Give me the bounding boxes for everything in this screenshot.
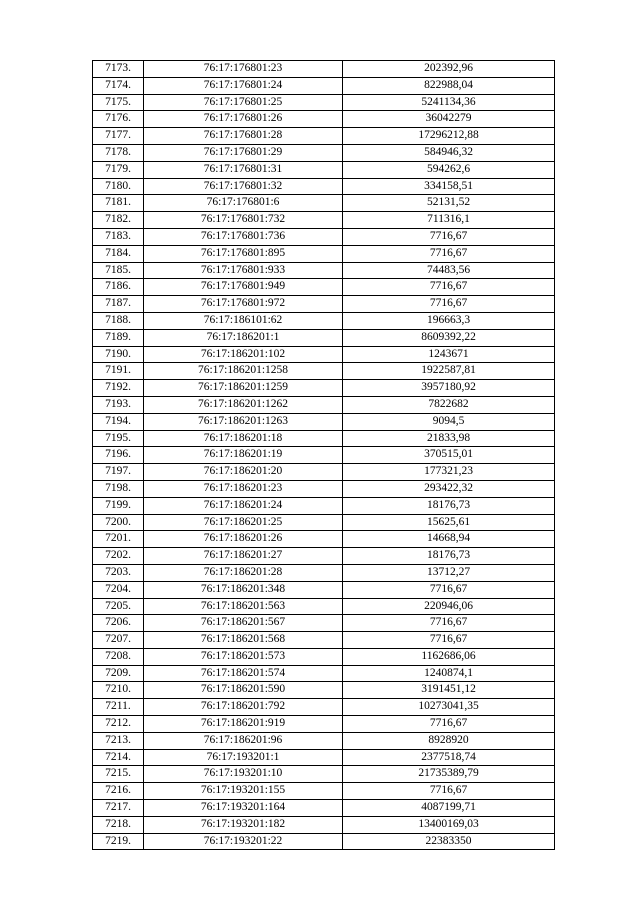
row-number-cell: 7213. <box>93 732 144 749</box>
value-cell: 196663,3 <box>343 312 555 329</box>
table-row <box>93 111 555 128</box>
row-number-cell: 7180. <box>93 178 144 195</box>
row-number-cell: 7185. <box>93 262 144 279</box>
value-cell: 14668,94 <box>343 531 555 548</box>
value-cell: 18176,73 <box>343 497 555 514</box>
row-number-cell: 7216. <box>93 783 144 800</box>
cadastral-number-cell: 76:17:186201:567 <box>144 615 343 632</box>
table-row <box>93 632 555 649</box>
cadastral-number-cell: 76:17:193201:155 <box>144 783 343 800</box>
value-cell: 177321,23 <box>343 464 555 481</box>
value-cell: 1162686,06 <box>343 648 555 665</box>
value-cell: 22383350 <box>343 833 555 850</box>
cadastral-number-cell: 76:17:193201:10 <box>144 766 343 783</box>
value-cell: 8928920 <box>343 732 555 749</box>
table-row <box>93 178 555 195</box>
value-cell: 202392,96 <box>343 61 555 78</box>
cadastral-number-cell: 76:17:186201:590 <box>144 682 343 699</box>
row-number-cell: 7182. <box>93 212 144 229</box>
table-row <box>93 598 555 615</box>
table-row <box>93 61 555 78</box>
value-cell: 17296212,88 <box>343 128 555 145</box>
row-number-cell: 7181. <box>93 195 144 212</box>
table-row <box>93 346 555 363</box>
cadastral-number-cell: 76:17:186201:24 <box>144 497 343 514</box>
value-cell: 220946,06 <box>343 598 555 615</box>
value-cell: 9094,5 <box>343 413 555 430</box>
table-row <box>93 212 555 229</box>
table-row <box>93 749 555 766</box>
value-cell: 13400169,03 <box>343 816 555 833</box>
table-row <box>93 581 555 598</box>
table-row <box>93 699 555 716</box>
cadastral-number-cell: 76:17:176801:736 <box>144 228 343 245</box>
row-number-cell: 7209. <box>93 665 144 682</box>
value-cell: 52131,52 <box>343 195 555 212</box>
cadastral-number-cell: 76:17:186201:23 <box>144 480 343 497</box>
table-row <box>93 816 555 833</box>
cadastral-number-cell: 76:17:176801:6 <box>144 195 343 212</box>
value-cell: 3191451,12 <box>343 682 555 699</box>
row-number-cell: 7207. <box>93 632 144 649</box>
row-number-cell: 7183. <box>93 228 144 245</box>
value-cell: 2377518,74 <box>343 749 555 766</box>
cadastral-number-cell: 76:17:176801:732 <box>144 212 343 229</box>
table-row <box>93 783 555 800</box>
cadastral-number-cell: 76:17:186101:62 <box>144 312 343 329</box>
value-cell: 7716,67 <box>343 245 555 262</box>
row-number-cell: 7205. <box>93 598 144 615</box>
cadastral-number-cell: 76:17:186201:28 <box>144 564 343 581</box>
row-number-cell: 7201. <box>93 531 144 548</box>
row-number-cell: 7197. <box>93 464 144 481</box>
value-cell: 711316,1 <box>343 212 555 229</box>
value-cell: 7716,67 <box>343 615 555 632</box>
cadastral-number-cell: 76:17:186201:19 <box>144 447 343 464</box>
row-number-cell: 7190. <box>93 346 144 363</box>
table-row <box>93 312 555 329</box>
cadastral-number-cell: 76:17:186201:1 <box>144 329 343 346</box>
row-number-cell: 7174. <box>93 77 144 94</box>
row-number-cell: 7191. <box>93 363 144 380</box>
cadastral-number-cell: 76:17:176801:23 <box>144 61 343 78</box>
row-number-cell: 7177. <box>93 128 144 145</box>
table-row <box>93 548 555 565</box>
row-number-cell: 7193. <box>93 396 144 413</box>
value-cell: 7716,67 <box>343 632 555 649</box>
table-row <box>93 514 555 531</box>
table-row <box>93 430 555 447</box>
value-cell: 1922587,81 <box>343 363 555 380</box>
cadastral-number-cell: 76:17:186201:1263 <box>144 413 343 430</box>
cadastral-number-cell: 76:17:186201:18 <box>144 430 343 447</box>
row-number-cell: 7211. <box>93 699 144 716</box>
cadastral-number-cell: 76:17:193201:22 <box>144 833 343 850</box>
table-row <box>93 665 555 682</box>
cadastral-number-cell: 76:17:193201:1 <box>144 749 343 766</box>
table-row <box>93 262 555 279</box>
row-number-cell: 7188. <box>93 312 144 329</box>
cadastral-number-cell: 76:17:186201:26 <box>144 531 343 548</box>
row-number-cell: 7189. <box>93 329 144 346</box>
cadastral-number-cell: 76:17:176801:949 <box>144 279 343 296</box>
table-row <box>93 615 555 632</box>
table-row <box>93 363 555 380</box>
value-cell: 4087199,71 <box>343 800 555 817</box>
value-cell: 7716,67 <box>343 581 555 598</box>
cadastral-number-cell: 76:17:186201:573 <box>144 648 343 665</box>
row-number-cell: 7219. <box>93 833 144 850</box>
cadastral-number-cell: 76:17:176801:24 <box>144 77 343 94</box>
table-row <box>93 279 555 296</box>
cadastral-number-cell: 76:17:186201:574 <box>144 665 343 682</box>
table-row <box>93 766 555 783</box>
value-cell: 21833,98 <box>343 430 555 447</box>
value-cell: 7716,67 <box>343 228 555 245</box>
table-row <box>93 413 555 430</box>
cadastral-number-cell: 76:17:176801:933 <box>144 262 343 279</box>
table-body <box>93 61 555 850</box>
row-number-cell: 7199. <box>93 497 144 514</box>
cadastral-number-cell: 76:17:176801:32 <box>144 178 343 195</box>
cadastral-number-cell: 76:17:176801:26 <box>144 111 343 128</box>
value-cell: 822988,04 <box>343 77 555 94</box>
cadastral-value-table <box>92 60 555 850</box>
table-row <box>93 228 555 245</box>
row-number-cell: 7194. <box>93 413 144 430</box>
cadastral-number-cell: 76:17:193201:182 <box>144 816 343 833</box>
row-number-cell: 7217. <box>93 800 144 817</box>
row-number-cell: 7175. <box>93 94 144 111</box>
cadastral-number-cell: 76:17:186201:1262 <box>144 396 343 413</box>
cadastral-number-cell: 76:17:176801:972 <box>144 296 343 313</box>
value-cell: 1243671 <box>343 346 555 363</box>
row-number-cell: 7184. <box>93 245 144 262</box>
table-row <box>93 682 555 699</box>
table-row <box>93 195 555 212</box>
cadastral-number-cell: 76:17:176801:31 <box>144 161 343 178</box>
row-number-cell: 7206. <box>93 615 144 632</box>
cadastral-number-cell: 76:17:186201:348 <box>144 581 343 598</box>
cadastral-number-cell: 76:17:186201:96 <box>144 732 343 749</box>
cadastral-number-cell: 76:17:186201:25 <box>144 514 343 531</box>
value-cell: 7716,67 <box>343 716 555 733</box>
table-row <box>93 128 555 145</box>
value-cell: 5241134,36 <box>343 94 555 111</box>
value-cell: 13712,27 <box>343 564 555 581</box>
value-cell: 15625,61 <box>343 514 555 531</box>
row-number-cell: 7214. <box>93 749 144 766</box>
row-number-cell: 7218. <box>93 816 144 833</box>
cadastral-number-cell: 76:17:186201:1258 <box>144 363 343 380</box>
row-number-cell: 7212. <box>93 716 144 733</box>
value-cell: 7822682 <box>343 396 555 413</box>
value-cell: 21735389,79 <box>343 766 555 783</box>
row-number-cell: 7176. <box>93 111 144 128</box>
value-cell: 594262,6 <box>343 161 555 178</box>
row-number-cell: 7186. <box>93 279 144 296</box>
row-number-cell: 7187. <box>93 296 144 313</box>
row-number-cell: 7200. <box>93 514 144 531</box>
table-row <box>93 161 555 178</box>
table-row <box>93 531 555 548</box>
value-cell: 7716,67 <box>343 296 555 313</box>
table-row <box>93 564 555 581</box>
row-number-cell: 7196. <box>93 447 144 464</box>
cadastral-number-cell: 76:17:176801:29 <box>144 144 343 161</box>
row-number-cell: 7215. <box>93 766 144 783</box>
cadastral-number-cell: 76:17:186201:1259 <box>144 380 343 397</box>
table-row <box>93 800 555 817</box>
row-number-cell: 7192. <box>93 380 144 397</box>
cadastral-number-cell: 76:17:176801:25 <box>144 94 343 111</box>
row-number-cell: 7202. <box>93 548 144 565</box>
table-row <box>93 833 555 850</box>
table-row <box>93 480 555 497</box>
cadastral-number-cell: 76:17:186201:792 <box>144 699 343 716</box>
row-number-cell: 7208. <box>93 648 144 665</box>
table-row <box>93 329 555 346</box>
table-row <box>93 464 555 481</box>
cadastral-number-cell: 76:17:186201:20 <box>144 464 343 481</box>
row-number-cell: 7210. <box>93 682 144 699</box>
value-cell: 7716,67 <box>343 783 555 800</box>
cadastral-number-cell: 76:17:186201:102 <box>144 346 343 363</box>
value-cell: 584946,32 <box>343 144 555 161</box>
table-row <box>93 296 555 313</box>
value-cell: 370515,01 <box>343 447 555 464</box>
cadastral-number-cell: 76:17:176801:895 <box>144 245 343 262</box>
table-row <box>93 732 555 749</box>
value-cell: 10273041,35 <box>343 699 555 716</box>
cadastral-number-cell: 76:17:186201:919 <box>144 716 343 733</box>
value-cell: 18176,73 <box>343 548 555 565</box>
table-row <box>93 144 555 161</box>
table-row <box>93 77 555 94</box>
cadastral-number-cell: 76:17:186201:27 <box>144 548 343 565</box>
table-row <box>93 648 555 665</box>
row-number-cell: 7198. <box>93 480 144 497</box>
value-cell: 293422,32 <box>343 480 555 497</box>
table-row <box>93 497 555 514</box>
value-cell: 74483,56 <box>343 262 555 279</box>
table-row <box>93 380 555 397</box>
table-row <box>93 447 555 464</box>
cadastral-number-cell: 76:17:186201:563 <box>144 598 343 615</box>
value-cell: 334158,51 <box>343 178 555 195</box>
row-number-cell: 7173. <box>93 61 144 78</box>
value-cell: 3957180,92 <box>343 380 555 397</box>
row-number-cell: 7203. <box>93 564 144 581</box>
value-cell: 7716,67 <box>343 279 555 296</box>
value-cell: 1240874,1 <box>343 665 555 682</box>
value-cell: 8609392,22 <box>343 329 555 346</box>
row-number-cell: 7195. <box>93 430 144 447</box>
cadastral-number-cell: 76:17:176801:28 <box>144 128 343 145</box>
table-row <box>93 396 555 413</box>
row-number-cell: 7204. <box>93 581 144 598</box>
cadastral-number-cell: 76:17:193201:164 <box>144 800 343 817</box>
value-cell: 36042279 <box>343 111 555 128</box>
row-number-cell: 7179. <box>93 161 144 178</box>
row-number-cell: 7178. <box>93 144 144 161</box>
table-row <box>93 245 555 262</box>
table-row <box>93 716 555 733</box>
cadastral-number-cell: 76:17:186201:568 <box>144 632 343 649</box>
table-row <box>93 94 555 111</box>
